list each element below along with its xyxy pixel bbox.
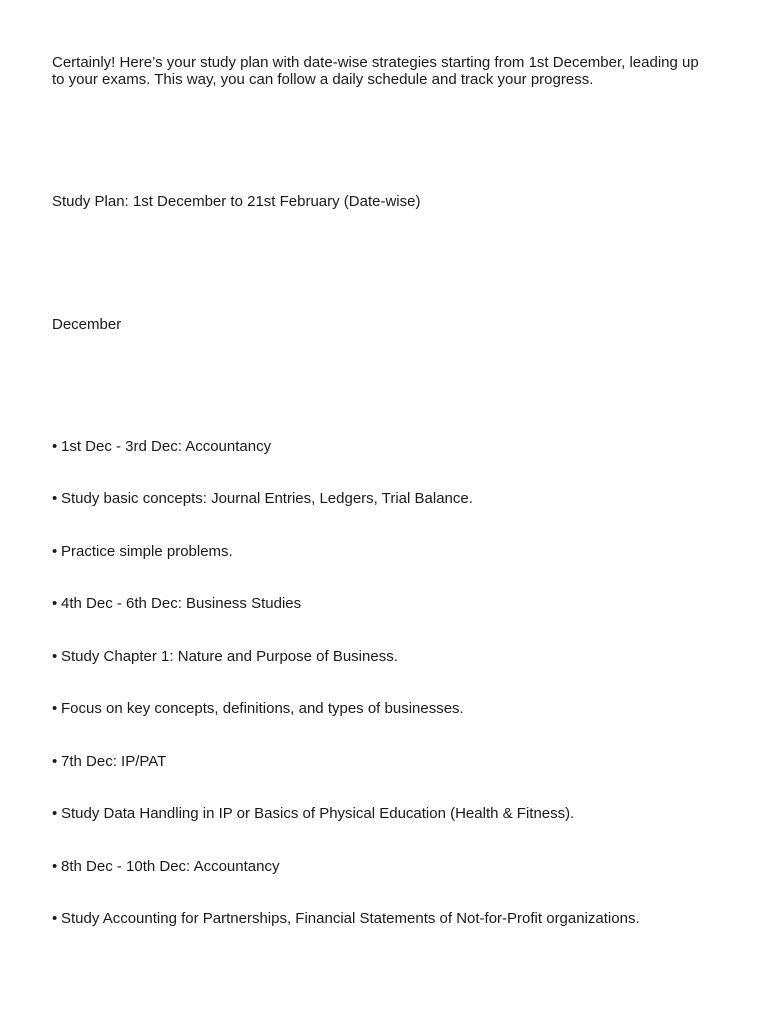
list-item-text: Study Data Handling in IP or Basics of Physical Education (Health & Fitness). bbox=[61, 805, 575, 823]
bullet-icon: • bbox=[52, 542, 58, 560]
list-item-text: 4th Dec - 6th Dec: Business Studies bbox=[61, 595, 302, 613]
intro-line-2: to your exams. This way, you can follow a daily schedule and track your progress. bbox=[52, 71, 594, 88]
list-item bbox=[52, 490, 640, 507]
list-item bbox=[52, 648, 640, 665]
list-item bbox=[52, 543, 640, 560]
list-item bbox=[52, 700, 640, 717]
bullet-icon: • bbox=[52, 438, 58, 455]
list-item-text: Study Chapter 1: Nature and Purpose of Business. bbox=[61, 647, 398, 665]
bullet-icon: • bbox=[52, 805, 58, 823]
bullet-icon: • bbox=[52, 700, 58, 718]
list-item bbox=[52, 753, 640, 770]
list-item-text: Study Accounting for Partnerships, Financial Statements of Not-for-Profit organizations. bbox=[61, 909, 640, 927]
study-items-list bbox=[52, 438, 640, 962]
list-item bbox=[52, 858, 640, 875]
plan-heading: Study Plan: 1st December to 21st February (Date-wise) bbox=[52, 193, 421, 210]
list-item bbox=[52, 595, 640, 612]
intro-line-1: Certainly! Here’s your study plan with date-wise strategies starting from 1st December, leading up bbox=[52, 54, 699, 71]
list-item bbox=[52, 910, 640, 927]
intro-paragraph bbox=[52, 54, 724, 88]
list-item-text: Study basic concepts: Journal Entries, Ledgers, Trial Balance. bbox=[61, 490, 473, 508]
list-item bbox=[52, 805, 640, 822]
month-heading: December bbox=[52, 316, 122, 333]
list-item-text: 8th Dec - 10th Dec: Accountancy bbox=[61, 857, 280, 875]
list-item-text: 1st Dec - 3rd Dec: Accountancy bbox=[61, 438, 272, 455]
list-item bbox=[52, 438, 640, 455]
bullet-icon: • bbox=[52, 857, 58, 875]
bullet-icon: • bbox=[52, 647, 58, 665]
bullet-icon: • bbox=[52, 595, 58, 613]
bullet-icon: • bbox=[52, 490, 58, 508]
list-item-text: Focus on key concepts, definitions, and types of businesses. bbox=[61, 700, 464, 718]
list-item-text: Practice simple problems. bbox=[61, 542, 233, 560]
bullet-icon: • bbox=[52, 909, 58, 927]
list-item-text: 7th Dec: IP/PAT bbox=[61, 752, 167, 770]
bullet-icon: • bbox=[52, 752, 58, 770]
